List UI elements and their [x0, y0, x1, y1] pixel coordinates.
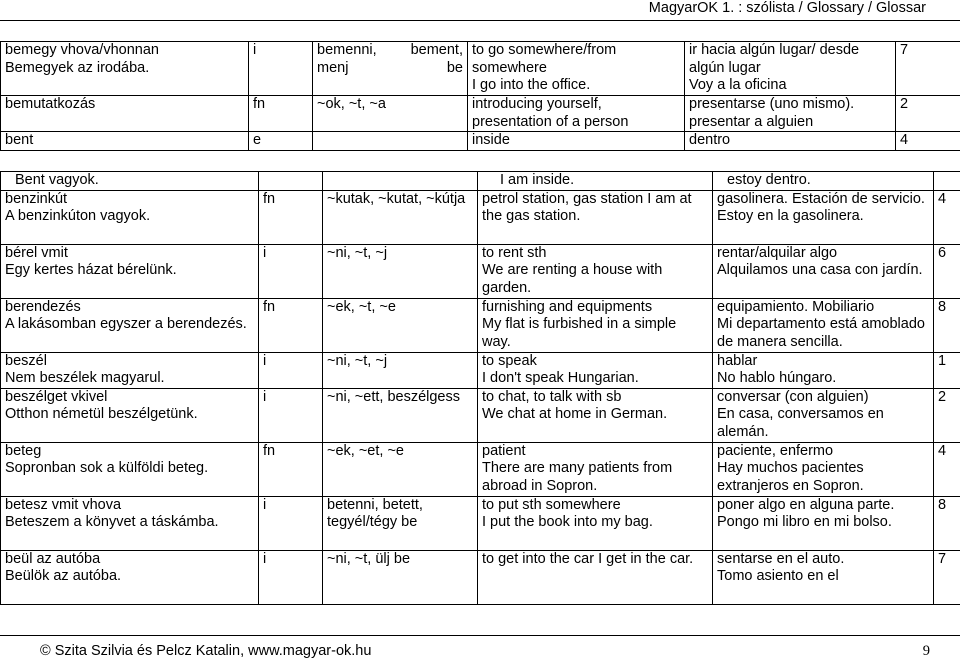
spanish-cell: sentarse en el auto. Tomo asiento en el — [713, 550, 934, 604]
chapter-cell: 4 — [934, 442, 960, 496]
hungarian-cell: benzinkút A benzinkúton vagyok. — [1, 190, 259, 244]
english-cell: to chat, to talk with sb We chat at home in German. — [478, 388, 713, 442]
chapter-cell: 8 — [934, 298, 960, 352]
part-of-speech-cell: fn — [249, 96, 313, 132]
chapter-cell: 2 — [934, 388, 960, 442]
glossary-table-top — [0, 41, 960, 151]
table-row — [1, 244, 960, 298]
forms-cell: ~ek, ~t, ~e — [323, 298, 478, 352]
spanish-cell: ir hacia algún lugar/ desde algún lugar Voy a la oficina — [685, 42, 896, 96]
forms-cell: ~ni, ~t, ~j — [323, 352, 478, 388]
hungarian-cell: bérel vmit Egy kertes házat bérelünk. — [1, 244, 259, 298]
english-cell: petrol station, gas station I am at the gas station. — [478, 190, 713, 244]
hungarian-cell: bent — [1, 132, 249, 151]
spanish-cell: estoy dentro. — [713, 172, 934, 191]
part-of-speech-cell: i — [259, 352, 323, 388]
chapter-cell: 4 — [934, 190, 960, 244]
hungarian-cell: beszél Nem beszélek magyarul. — [1, 352, 259, 388]
page-header-title: MagyarOK 1. : szólista / Glossary / Glossar — [648, 0, 926, 16]
forms-cell: ~kutak, ~kutat, ~kútja — [323, 190, 478, 244]
page-number: 9 — [922, 643, 930, 659]
part-of-speech-cell: i — [249, 42, 313, 96]
table-row — [1, 132, 960, 151]
table-row — [1, 190, 960, 244]
chapter-cell: 4 — [896, 132, 960, 151]
footer-copyright: © Szita Szilvia és Pelcz Katalin, www.magyar-ok.hu — [40, 643, 372, 659]
table-row — [1, 96, 960, 132]
english-cell: patient There are many patients from abroad in Sopron. — [478, 442, 713, 496]
chapter-cell: 7 — [934, 550, 960, 604]
english-cell: introducing yourself, presentation of a person — [468, 96, 685, 132]
english-cell: inside — [468, 132, 685, 151]
part-of-speech-cell: i — [259, 244, 323, 298]
part-of-speech-cell — [259, 172, 323, 191]
table-row — [1, 442, 960, 496]
forms-cell: ~ni, ~t, ~j — [323, 244, 478, 298]
part-of-speech-cell: i — [259, 550, 323, 604]
forms-cell: ~ek, ~et, ~e — [323, 442, 478, 496]
english-cell: furnishing and equipments My flat is furbished in a simple way. — [478, 298, 713, 352]
english-cell: to get into the car I get in the car. — [478, 550, 713, 604]
spanish-cell: paciente, enfermo Hay muchos pacientes extranjeros en Sopron. — [713, 442, 934, 496]
hungarian-cell: beteg Sopronban sok a külföldi beteg. — [1, 442, 259, 496]
spanish-cell: equipamiento. Mobiliario Mi departamento está amoblado de manera sencilla. — [713, 298, 934, 352]
table-row — [1, 550, 960, 604]
table-row — [1, 42, 960, 96]
spanish-cell: rentar/alquilar algo Alquilamos una casa con jardín. — [713, 244, 934, 298]
forms-cell: ~ni, ~t, ülj be — [323, 550, 478, 604]
forms-cell — [323, 172, 478, 191]
hungarian-cell: beül az autóba Beülök az autóba. — [1, 550, 259, 604]
chapter-cell: 7 — [896, 42, 960, 96]
forms-cell: bemenni, bement, menj be — [313, 42, 468, 96]
forms-cell: betenni, betett, tegyél/tégy be — [323, 496, 478, 550]
forms-cell: ~ni, ~ett, beszélgess — [323, 388, 478, 442]
header-divider — [0, 20, 960, 21]
spanish-cell: hablar No hablo húngaro. — [713, 352, 934, 388]
chapter-cell — [934, 172, 960, 191]
forms-cell — [313, 132, 468, 151]
english-cell: I am inside. — [478, 172, 713, 191]
spanish-cell: gasolinera. Estación de servicio. Estoy en la gasolinera. — [713, 190, 934, 244]
spanish-cell: poner algo en alguna parte. Pongo mi libro en mi bolso. — [713, 496, 934, 550]
english-cell: to put sth somewhere I put the book into my bag. — [478, 496, 713, 550]
chapter-cell: 1 — [934, 352, 960, 388]
table-row — [1, 496, 960, 550]
part-of-speech-cell: fn — [259, 298, 323, 352]
hungarian-cell: Bent vagyok. — [1, 172, 259, 191]
chapter-cell: 6 — [934, 244, 960, 298]
spanish-cell: dentro — [685, 132, 896, 151]
part-of-speech-cell: e — [249, 132, 313, 151]
part-of-speech-cell: fn — [259, 190, 323, 244]
hungarian-cell: betesz vmit vhova Beteszem a könyvet a táskámba. — [1, 496, 259, 550]
hungarian-cell: bemegy vhova/vhonnan Bemegyek az irodába. — [1, 42, 249, 96]
hungarian-cell: berendezés A lakásomban egyszer a berendezés. — [1, 298, 259, 352]
table-row — [1, 352, 960, 388]
chapter-cell: 2 — [896, 96, 960, 132]
part-of-speech-cell: i — [259, 496, 323, 550]
glossary-table-main — [0, 171, 960, 605]
hungarian-cell: beszélget vkivel Otthon németül beszélgetünk. — [1, 388, 259, 442]
part-of-speech-cell: fn — [259, 442, 323, 496]
table-row — [1, 298, 960, 352]
english-cell: to rent sth We are renting a house with garden. — [478, 244, 713, 298]
table-row — [1, 172, 960, 191]
table-row — [1, 388, 960, 442]
spanish-cell: presentarse (uno mismo). presentar a alguien — [685, 96, 896, 132]
chapter-cell: 8 — [934, 496, 960, 550]
spanish-cell: conversar (con alguien) En casa, conversamos en alemán. — [713, 388, 934, 442]
hungarian-cell: bemutatkozás — [1, 96, 249, 132]
part-of-speech-cell: i — [259, 388, 323, 442]
english-cell: to go somewhere/from somewhere I go into the office. — [468, 42, 685, 96]
english-cell: to speak I don't speak Hungarian. — [478, 352, 713, 388]
forms-cell: ~ok, ~t, ~a — [313, 96, 468, 132]
footer-divider — [0, 635, 960, 636]
